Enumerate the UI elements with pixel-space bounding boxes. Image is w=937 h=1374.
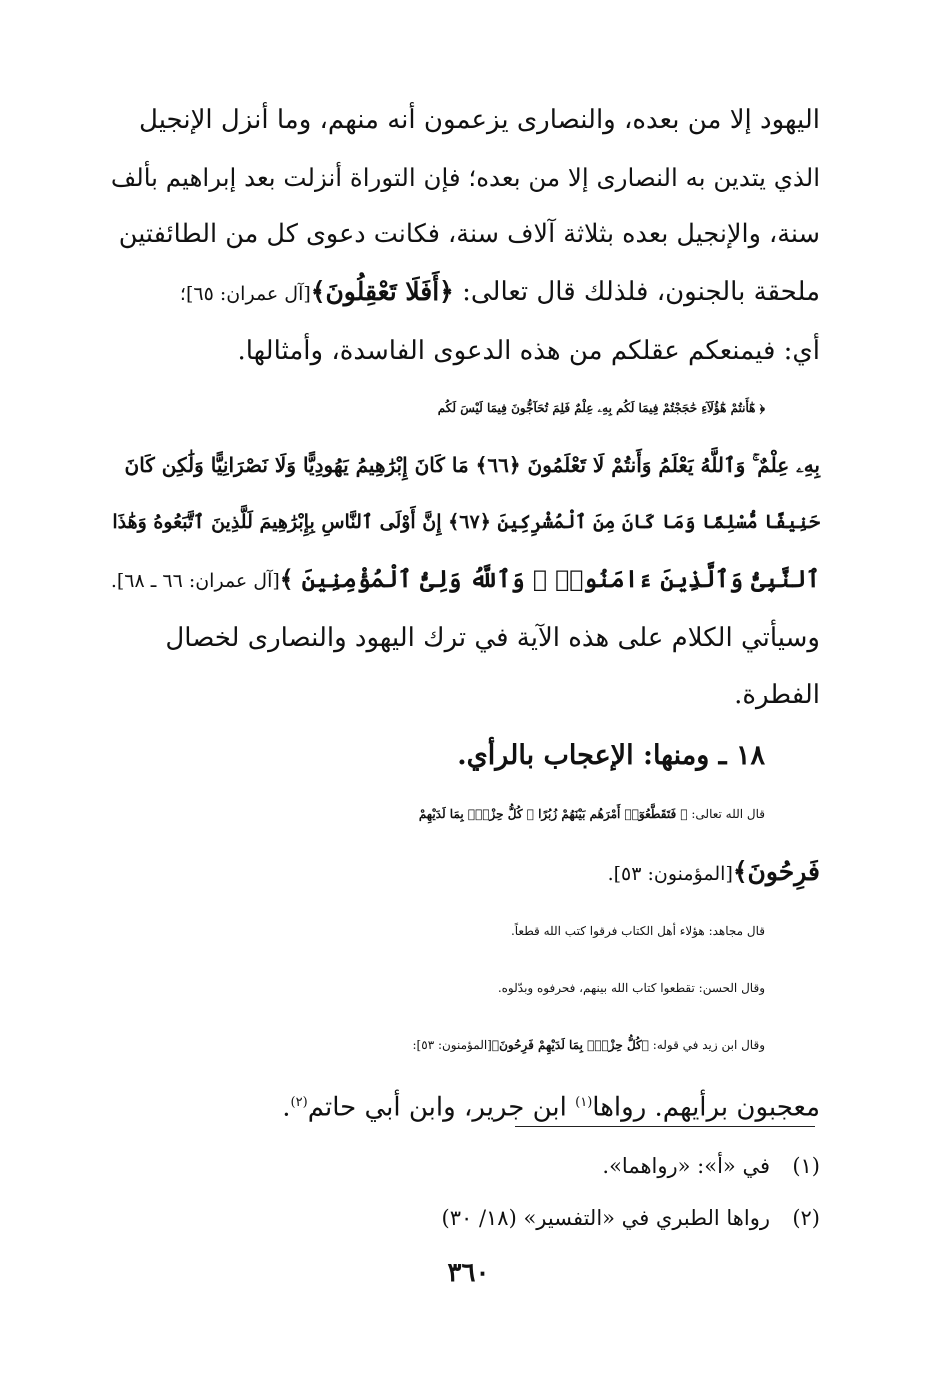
- quran-verse: ٱلنَّبِىُّ وَٱلَّذِينَ ءَامَنُوا۟ ۗ وَٱللَّهُ وَلِىُّ ٱلْمُؤْمِنِينَ ﴾: [279, 565, 820, 593]
- verse-reference: [آل عمران: ٦٦ ـ ٦٨].: [110, 570, 280, 592]
- verse-block: [110, 380, 820, 610]
- quran-verse-line: حَنِيفًا مُّسْلِمًا وَمَا كَانَ مِنَ ٱلْمُشْرِكِينَ ﴿٦٧﴾ إِنَّ أَوْلَى ٱلنَّاسِ بِإِبْرَٰهِيمَ لَلَّذِينَ ٱتَّبَعُوهُ وَهَٰذَا: [112, 511, 820, 533]
- text-line: [110, 1074, 820, 1137]
- text-fragment: ابن جرير، وابن أبي حاتم: [307, 1092, 576, 1123]
- text-fragment: معجبون برأيهم. رواها: [592, 1092, 820, 1123]
- paragraph-3: [110, 610, 820, 724]
- footnote-text: رواها الطبري في «التفسير» (١٨/ ٣٠): [441, 1206, 770, 1230]
- paragraph-1: [110, 92, 820, 380]
- footnote-separator: [515, 1126, 815, 1127]
- text-line: [110, 843, 820, 903]
- footnote-marker[interactable]: (١): [575, 1095, 593, 1110]
- footnote-number: (٢): [792, 1206, 820, 1230]
- quran-verse: فَرِحُونَ﴾: [732, 857, 820, 886]
- text-fragment: ملحقة بالجنون، فلذلك قال تعالى:: [453, 277, 820, 307]
- quran-verse-line: بِهِۦ عِلْمٌ ۚ وَٱللَّهُ يَعْلَمُ وَأَنتُمْ لَا تَعْلَمُونَ ﴿٦٦﴾ مَا كَانَ إِبْرَٰهِيمُ يَهُودِيًّا وَلَا نَصْرَانِيًّا وَلَٰكِن كَانَ: [124, 453, 820, 477]
- page-body: [110, 92, 820, 1137]
- quran-verse: ﴿كُلُّ حِزْبٍۭ بِمَا لَدَيْهِمْ فَرِحُونَ﴾: [491, 1038, 649, 1052]
- text-line: وقال الحسن: تقطعوا كتاب الله بينهم، فحرفوه وبدّلوه.: [497, 981, 765, 995]
- text-line: [110, 1017, 820, 1074]
- text-line: قال مجاهد: هؤلاء أهل الكتاب فرقوا كتب الله قطعاً.: [510, 924, 765, 938]
- footnote-item: [110, 1140, 820, 1192]
- footnotes: [110, 1140, 820, 1244]
- quran-verse: ﴿ فَتَقَطَّعُوٓا۟ أَمْرَهُم بَيْنَهُمْ زُبُرًا ۖ كُلُّ حِزْبٍۭ بِمَا لَدَيْهِمْ: [418, 807, 688, 821]
- page-number: ٣٦٠: [447, 1258, 490, 1288]
- text-line: الفطرة.: [734, 680, 820, 710]
- footnote-item: [110, 1192, 820, 1244]
- text-fragment: .: [282, 1092, 291, 1123]
- text-line: الذي يتدين به النصارى إلا من بعده؛ فإن التوراة أنزلت بعد إبراهيم بألف: [110, 163, 820, 192]
- verse-reference: [آل عمران: ٦٥]؛: [179, 283, 311, 305]
- verse-reference: [المؤمنون: ٥٣]:: [412, 1038, 492, 1052]
- text-line: [110, 263, 820, 323]
- footnote-number: (١): [792, 1154, 820, 1178]
- paragraph-4: [110, 786, 820, 1137]
- text-line: اليهود إلا من بعده، والنصارى يزعمون أنه منهم، وما أنزل الإنجيل: [139, 105, 820, 135]
- text-fragment: وقال ابن زيد في قوله:: [648, 1038, 765, 1052]
- footnote-text: في «أ»: «رواهما».: [602, 1154, 770, 1178]
- section-heading: ١٨ ـ ومنها: الإعجاب بالرأي.: [457, 740, 765, 771]
- text-fragment: قال الله تعالى:: [687, 807, 765, 821]
- text-line: أي: فيمنعكم عقلكم من هذه الدعوى الفاسدة، وأمثالها.: [237, 336, 820, 366]
- quran-verse-line: ﴿ هَٰٓأَنتُمْ هَٰٓؤُلَآءِ حَٰجَجْتُمْ فِيمَا لَكُم بِهِۦ عِلْمٌ فَلِمَ تُحَآجُّونَ فِيمَا لَيْسَ لَكُم: [437, 401, 765, 415]
- quran-verse: ﴿أَفَلَا تَعْقِلُونَ﴾: [310, 277, 454, 306]
- text-line: [110, 786, 820, 843]
- footnote-marker[interactable]: (٢): [290, 1095, 308, 1110]
- text-line: سنة، والإنجيل بعده بثلاثة آلاف سنة، فكانت دعوى كل من الطائفتين: [118, 219, 820, 249]
- quran-verse-line: [110, 551, 820, 610]
- verse-reference: [المؤمنون: ٥٣].: [607, 863, 733, 885]
- text-line: وسيأتي الكلام على هذه الآية في ترك اليهود والنصارى لخصال: [165, 623, 820, 653]
